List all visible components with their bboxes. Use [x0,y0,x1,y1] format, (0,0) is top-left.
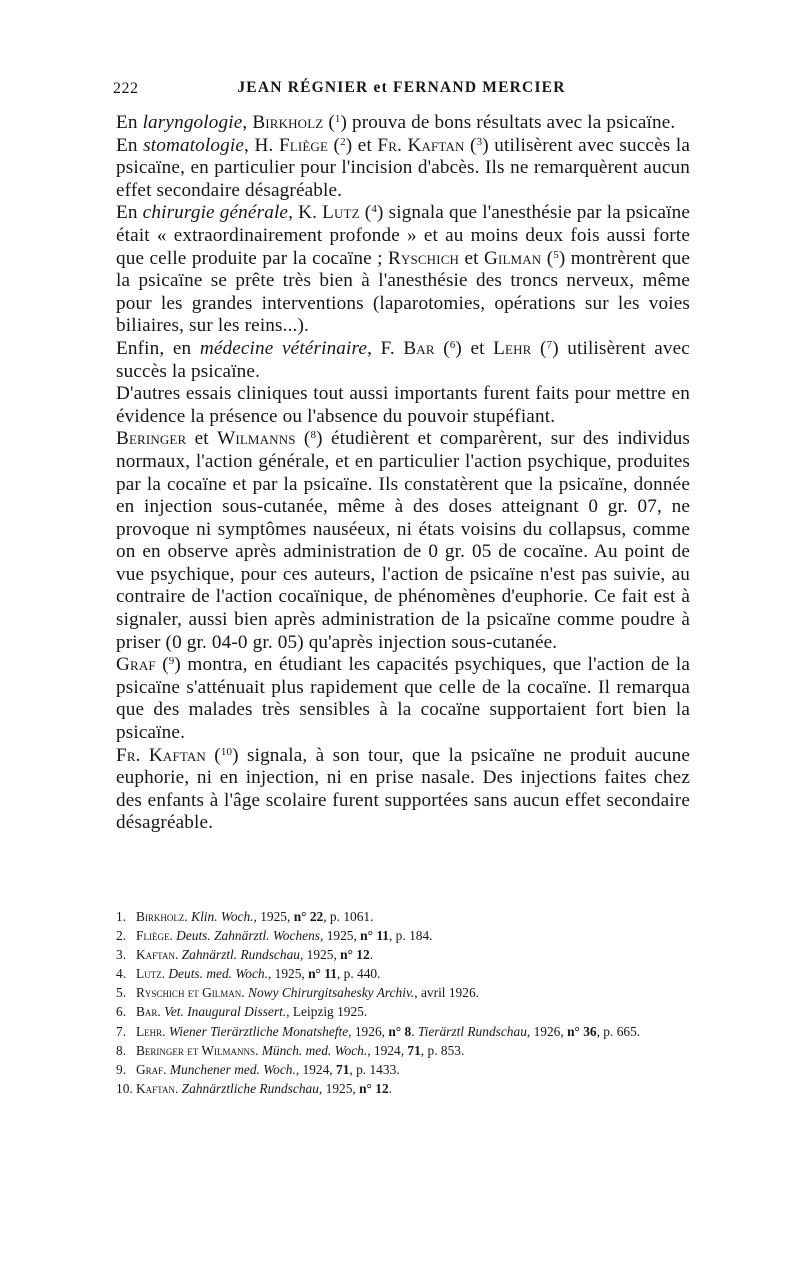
text: et [186,428,218,450]
footnote-ref: 6 [449,338,456,351]
footnote-journal: Deuts. med. Woch. [168,966,268,982]
footnote [116,1060,696,1079]
text: ) montra, en étudiant les capacités psychiques, que l'action de la psicaïne s'atténuait plus rapidement que celle de la cocaïne. Il remarqua que des malades très sensibles à la cocaïne supportaient fort bien la psicaïne. [116,654,690,744]
footnotes [116,907,696,1098]
footnote-journal: Wiener Tierärztliche Monatshefte [168,1023,349,1039]
footnote-author: Ryschich et Gilman. [136,985,245,1001]
footnote-tail: . [369,947,374,963]
author-name: Lutz [322,202,360,224]
footnote [116,1079,696,1098]
footnote-ref: 10 [220,745,233,758]
text: ( [328,134,341,156]
footnote-volume: 71 [336,1061,350,1077]
text: ( [464,134,477,156]
author-name: Beringer [116,428,187,450]
footnote-tail: , p. 440. [336,966,381,982]
footnote-details: , 1925, [320,928,361,944]
paragraph-beringer-wilmanns [116,428,690,654]
text: ) et [345,134,378,156]
text: et [459,247,484,269]
footnote-author: Beringer et Wilmanns. [136,1042,259,1058]
specialty-term: chirurgie générale [142,202,289,224]
footnote-tail: . [388,1080,392,1096]
footnote-details: , 1924, [295,1061,336,1077]
text: ) et [455,337,494,359]
text: ) étudièrent et comparèrent, sur des individus normaux, l'action générale, et en particulier l'action psychique, produites par la cocaïne et par la psicaïne. Ils constatèrent que la psicaïne, donnée en injection sous-cutanée, même à des doses atteignant 0 gr. 07, ne provoque ni symptômes nauséeux, ni états voisins du collapsus, comme on en observe après administration de 0 gr. 05 de cocaïne. Au point de vue psychique, pour ces auteurs, l'action de psicaïne n'est pas suivie, au contraire de l'action cocaïnique, de phénomènes d'euphorie. Ce fait est à signaler, aussi bien après administration de la psicaïne comme poudre à priser (0 gr. 04-0 gr. 05) qu'après injection sous-cutanée. [116,428,690,653]
footnote-number: 4. [116,966,127,982]
footnote-volume: n° 11 [308,966,337,982]
footnote [116,926,696,945]
footnote-author: Kaftan. [136,1080,179,1096]
footnote-volume: n° 12 [359,1080,389,1096]
footnote-ref: 9 [168,655,175,668]
body-text [116,112,690,835]
text: , H. [244,134,279,156]
text: ( [541,247,554,269]
author-name: Gilman [483,247,542,269]
footnote-author: Birkholz. [136,909,188,924]
footnote [116,983,696,1002]
footnote-journal: Vet. Inaugural Dissert. [164,1004,287,1020]
footnote-number: 6. [116,1004,127,1020]
author-name: Ryschich [388,247,460,269]
text: En [116,202,143,224]
text: ) prouva de bons résultats avec la psicaïne. [340,112,676,133]
author-name: Graf [116,654,156,676]
footnote-details: , 1924, [367,1042,408,1058]
footnote-details: , avril 1926. [414,985,479,1001]
footnote-details: , 1926, [526,1023,568,1039]
running-title: JEAN RÉGNIER et FERNAND MERCIER [237,79,566,96]
footnote-volume: n° 12 [340,947,370,963]
footnote-details: , 1925, [253,909,294,924]
author-name: Lehr [493,337,532,359]
text: ) utilisèrent avec succès la psicaïne, en particulier pour l'incision d'abcès. Ils ne remarquèrent aucun effet secondaire désagréable. [116,134,690,201]
footnote [116,907,696,926]
footnote-number: 1. [116,909,127,924]
text: ) utilisèrent avec succès la psicaïne. [116,337,690,382]
footnote-journal: Zahnärztliche Rundschau [181,1080,319,1096]
footnote-tail: , p. 665. [596,1023,641,1039]
specialty-term: laryngologie [142,112,243,133]
footnote-journal: Tierärztl Rundschau [417,1023,527,1039]
footnote-volume: 71 [407,1042,421,1058]
footnote-details: , 1925, [318,1080,360,1096]
page-number: 222 [113,80,139,97]
footnote-details: , 1926, [348,1023,389,1039]
specialty-term: médecine vétérinaire [199,337,368,359]
footnote-journal: Nowy Chirurgitsahesky Archiv. [248,985,415,1001]
text: ) signala que l'anesthésie par la psicaïne était « extraordinairement profonde » et au moins deux fois aussi forte que celle produite par la cocaïne ; [116,202,691,269]
footnote-ref: 4 [371,203,377,216]
footnote-details: , 1925, [299,947,341,963]
text: En [116,134,144,156]
text: ) montrèrent que la psicaïne se prête très bien à l'anesthésie des troncs nerveux, même pour les grandes interventions (laparotomies, opérations sur les voies biliaires, sur les reins...). [116,247,690,337]
paragraph-laryngologie [116,112,690,135]
text: ( [531,337,547,359]
text: ) signala, à son tour, que la psicaïne ne produit aucune euphorie, ni en injection, ni en prise nasale. Des injections faites chez des enfants à l'âge scolaire furent supportées sans aucun effet secondaire désagréable. [116,744,690,834]
text: D'autres essais cliniques tout aussi importants furent faits pour mettre en évidence la présence ou l'absence du pouvoir stupéfiant. [116,383,690,427]
paragraph-kaftan [116,745,690,835]
paragraph-chirurgie [116,202,690,338]
footnote [116,1041,696,1060]
footnote-ref: 7 [546,338,553,351]
footnote-ref: 3 [476,135,483,148]
page-header [113,76,690,100]
footnote-tail: , p. 184. [388,928,433,944]
footnote [116,964,696,983]
footnote-tail: , p. 853. [420,1042,465,1058]
footnote-tail: . [411,1023,418,1039]
author-name: Wilmanns [217,428,296,450]
footnote-tail: , p. 1433. [349,1061,400,1077]
footnote-author: Fliège. [136,928,173,944]
footnote-journal: Münch. med. Woch. [261,1042,368,1058]
footnote-number: 5. [116,985,127,1001]
footnote-volume: n° 22 [293,909,324,924]
footnote-number: 10. [116,1080,133,1096]
text: , [242,112,253,133]
footnote-journal: Klin. Woch. [191,909,254,924]
author-name: Fr. Kaftan [116,744,206,766]
paragraph-essais-cliniques [116,383,690,428]
text: Enfin, en [116,337,200,359]
footnote [116,1022,696,1041]
text: ( [359,202,372,224]
text: ( [295,428,311,450]
footnote-volume: n° 11 [360,928,389,944]
text: , K. [288,202,323,224]
text: , F. [367,337,404,359]
footnote-ref: 8 [310,429,317,442]
footnote-journal: Deuts. Zahnärztl. Wochens [176,928,320,944]
footnote-author: Graf. [136,1061,167,1077]
footnote-author: Kaftan. [136,947,179,963]
footnote-ref: 1 [334,113,341,125]
footnote-tail: , p. 1061. [323,909,374,924]
footnote-number: 9. [116,1061,127,1077]
footnote-number: 7. [116,1023,127,1039]
author-name: Fliège [278,134,329,156]
footnote-journal: Munchener med. Woch. [169,1061,296,1077]
footnote-ref: 2 [340,135,346,148]
text: ( [205,744,221,766]
paragraph-stomatologie [116,135,690,203]
footnote-number: 8. [116,1042,127,1058]
footnote-author: Lutz. [136,966,166,982]
footnote-details: , Leipzig 1925. [286,1004,368,1020]
text: En [116,112,143,133]
footnote-volume: n° 8 [388,1023,412,1039]
footnote-journal: Zahnärztl. Rundschau [181,947,300,963]
footnote-author: Bar. [136,1004,161,1020]
text: ( [323,112,335,133]
text: ( [434,337,450,359]
footnote [116,1002,696,1021]
text: ( [155,654,169,676]
author-name: Birkholz [252,112,324,133]
footnote-ref: 5 [553,248,559,261]
footnote-number: 2. [116,928,127,944]
footnote-volume: n° 36 [567,1023,597,1039]
author-name: Bar [403,337,435,359]
author-name: Fr. Kaftan [377,134,465,156]
paragraph-veterinaire [116,338,690,383]
specialty-term: stomatologie [143,134,245,156]
paragraph-graf [116,654,690,744]
footnote [116,945,696,964]
footnote-author: Lehr. [136,1023,166,1039]
footnote-number: 3. [116,947,127,963]
footnote-details: , 1925, [267,966,309,982]
